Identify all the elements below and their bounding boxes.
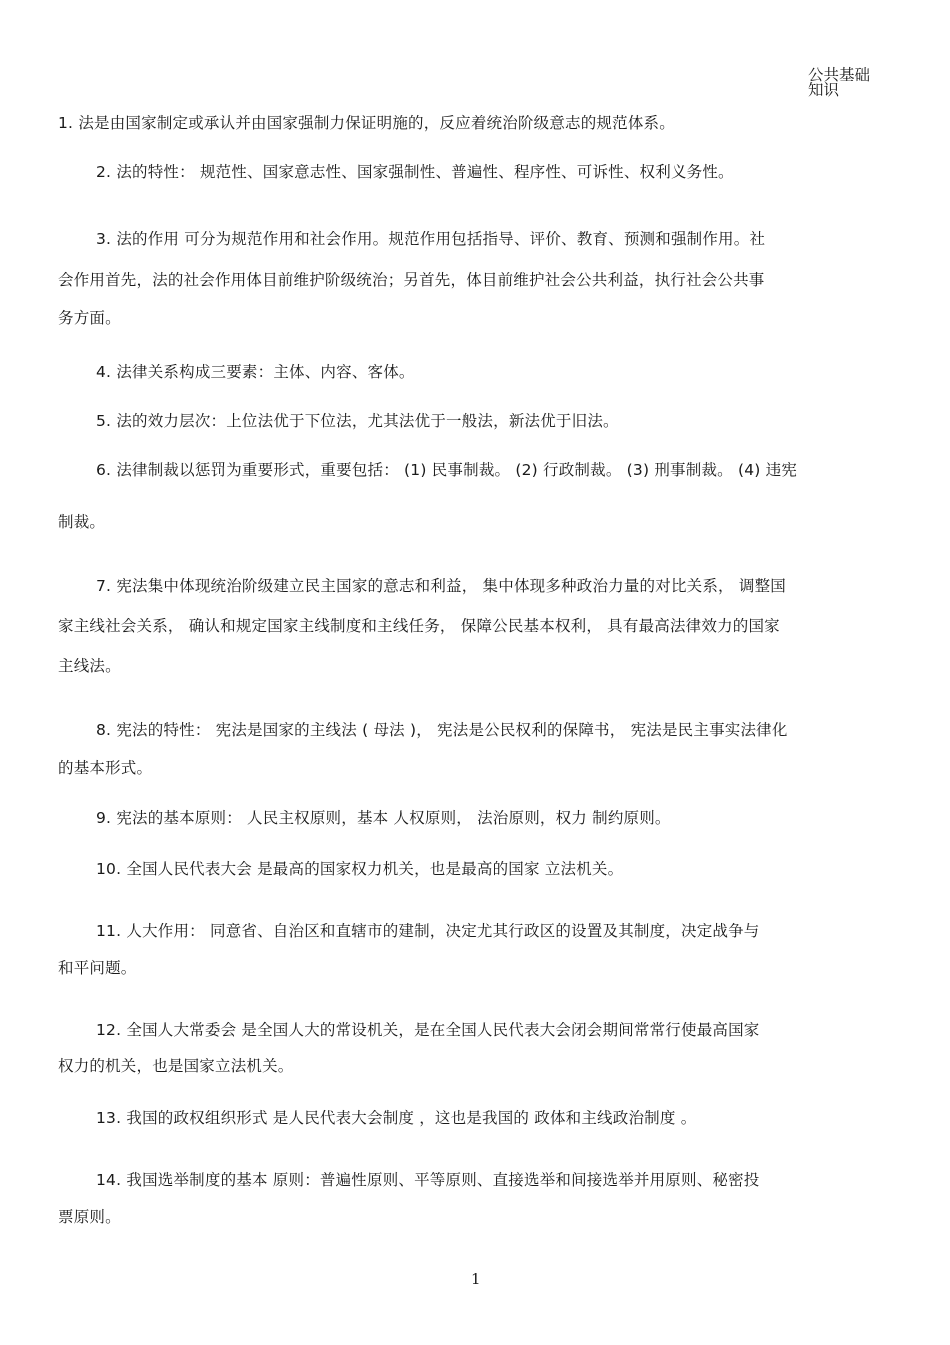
paragraph-7-line-2: 家主线社会关系， 确认和规定国家主线制度和主线任务， 保障公民基本权利， 具有最高法律效力的国家	[58, 617, 780, 635]
paragraph-13-line-1: 13. 我国的政权组织形式 是人民代表大会制度 ，这也是我国的 政体和主线政治制度 。	[96, 1109, 697, 1127]
header-line-2: 知识	[808, 81, 840, 99]
paragraph-2-line-1: 2. 法的特性： 规范性、国家意志性、国家强制性、普遍性、程序性、可诉性、权利义务性。	[96, 163, 734, 181]
paragraph-9-line-1: 9. 宪法的基本原则： 人民主权原则，基本 人权原则， 法治原则，权力 制约原则。	[96, 809, 671, 827]
paragraph-12-line-2: 权力的机关，也是国家立法机关。	[58, 1057, 294, 1075]
paragraph-7-line-3: 主线法。	[58, 657, 121, 675]
page-header	[808, 68, 888, 98]
paragraph-11-line-2: 和平问题。	[58, 959, 137, 977]
paragraph-10-line-1: 10. 全国人民代表大会 是最高的国家权力机关，也是最高的国家 立法机关。	[96, 860, 624, 878]
paragraph-3-line-1: 3. 法的作用 可分为规范作用和社会作用。规范作用包括指导、评价、教育、预测和强制作用。社	[96, 230, 766, 248]
paragraph-11-line-1: 11. 人大作用： 同意省、自治区和直辖市的建制，决定尤其行政区的设置及其制度，决定战争与	[96, 922, 760, 940]
paragraph-8-line-1: 8. 宪法的特性： 宪法是国家的主线法 ( 母法 )， 宪法是公民权利的保障书， 宪法是民主事实法律化	[96, 721, 788, 739]
paragraph-6-line-2: 制裁。	[58, 513, 106, 531]
paragraph-6-line-1: 6. 法律制裁以惩罚为重要形式，重要包括： (1) 民事制裁。 (2) 行政制裁。 (3) 刑事制裁。 (4) 违宪	[96, 461, 798, 479]
paragraph-7-line-1: 7. 宪法集中体现统治阶级建立民主国家的意志和利益， 集中体现多种政治力量的对比关系， 调整国	[96, 577, 786, 595]
paragraph-14-line-2: 票原则。	[58, 1208, 121, 1226]
paragraph-12-line-1: 12. 全国人大常委会 是全国人大的常设机关，是在全国人民代表大会闭会期间常常行使最高国家	[96, 1021, 760, 1039]
paragraph-5-line-1: 5. 法的效力层次：上位法优于下位法，尤其法优于一般法，新法优于旧法。	[96, 412, 619, 430]
page-number: 1	[471, 1270, 481, 1288]
paragraph-3-line-2: 会作用首先，法的社会作用体目前维护阶级统治；另首先，体目前维护社会公共利益，执行社会公共事	[58, 271, 765, 289]
paragraph-3-line-3: 务方面。	[58, 309, 121, 327]
paragraph-14-line-1: 14. 我国选举制度的基本 原则：普遍性原则、平等原则、直接选举和间接选举并用原则、秘密投	[96, 1171, 760, 1189]
header-line-1: 公共基础	[808, 66, 871, 84]
paragraph-4-line-1: 4. 法律关系构成三要素：主体、内容、客体。	[96, 363, 415, 381]
paragraph-8-line-2: 的基本形式。	[58, 759, 153, 777]
paragraph-1-line-1: 1. 法是由国家制定或承认并由国家强制力保证明施的，反应着统治阶级意志的规范体系。	[58, 114, 675, 132]
